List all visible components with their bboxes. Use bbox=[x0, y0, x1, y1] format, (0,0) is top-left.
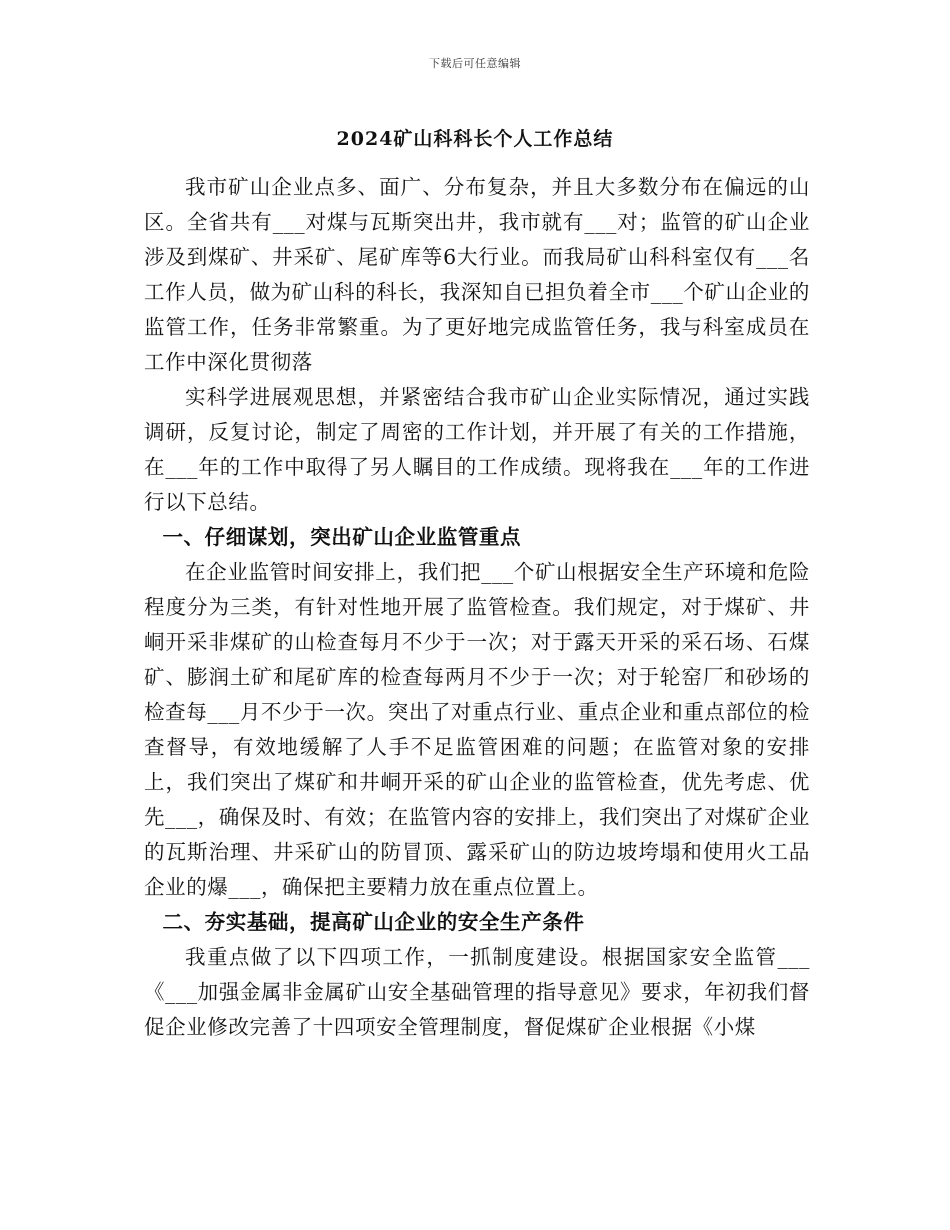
document-body bbox=[144, 170, 810, 1045]
section-heading-1: 一、仔细谋划，突出矿山企业监管重点 bbox=[162, 525, 522, 549]
section-heading-2: 二、夯实基础，提高矿山企业的安全生产条件 bbox=[162, 910, 585, 934]
document-title: 2024矿山科科长个人工作总结 bbox=[336, 128, 614, 150]
paragraph-intro: 我市矿山企业点多、面广、分布复杂，并且大多数分布在偏远的山区。全省共有___对煤与瓦斯突出井，我市就有___对；监管的矿山企业涉及到煤矿、井采矿、尾矿库等6大行业。而我局矿山科科室仅有___名工作人员，做为矿山科的科长，我深知自已担负着全市___个矿山企业的监管工作，任务非常繁重。为了更好地完成监管任务，我与科室成员在工作中深化贯彻落 bbox=[144, 175, 810, 374]
paragraph-intro-continued: 实科学进展观思想，并紧密结合我市矿山企业实际情况，通过实践调研，反复讨论，制定了周密的工作计划，并开展了有关的工作措施，在___年的工作中取得了另人瞩目的工作成绩。现将我在___年的工作进行以下总结。 bbox=[144, 385, 810, 514]
paragraph-section-1: 在企业监管时间安排上，我们把___个矿山根据安全生产环境和危险程度分为三类，有针对性地开展了监管检查。我们规定，对于煤矿、井峒开采非煤矿的山检查每月不少于一次；对于露天开采的采石场、石煤矿、膨润土矿和尾矿库的检查每两月不少于一次；对于轮窑厂和砂场的检查每___月不少于一次。突出了对重点行业、重点企业和重点部位的检查督导，有效地缓解了人手不足监管困难的问题；在监管对象的安排上，我们突出了煤矿和井峒开采的矿山企业的监管检查，优先考虑、优先___，确保及时、有效；在监管内容的安排上，我们突出了对煤矿企业的瓦斯治理、井采矿山的防冒顶、露采矿山的防边坡垮塌和使用火工品企业的爆___，确保把主要精力放在重点位置上。 bbox=[144, 560, 810, 899]
paragraph-section-2: 我重点做了以下四项工作，一抓制度建设。根据国家安全监管___《___加强金属非金属矿山安全基础管理的指导意见》要求，年初我们督促企业修改完善了十四项安全管理制度，督促煤矿企业根据《小煤 bbox=[144, 945, 810, 1039]
header-note: 下载后可任意编辑 bbox=[429, 57, 521, 70]
